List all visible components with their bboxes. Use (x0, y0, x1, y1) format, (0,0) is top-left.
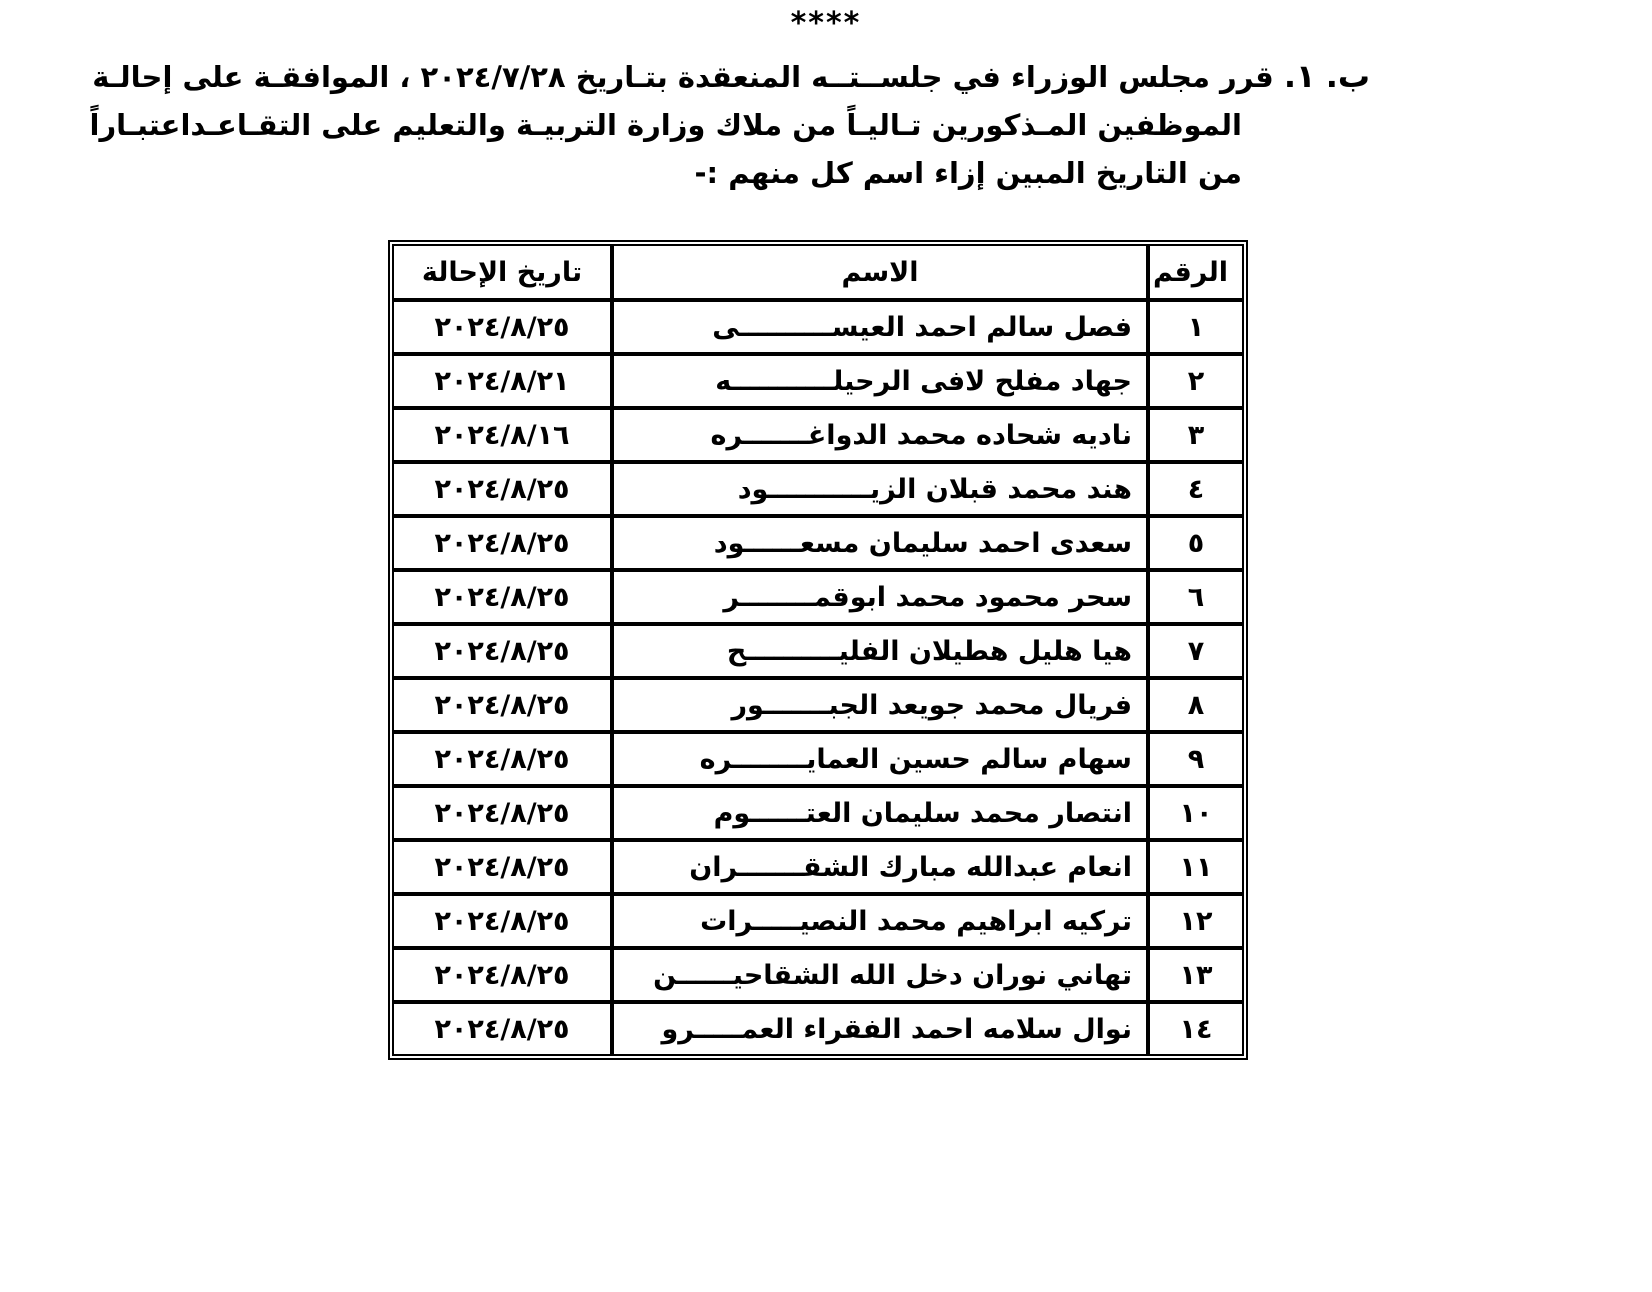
row-name: تركيه ابراهيم محمد النصيـــــرات (612, 894, 1148, 948)
row-date: ٢٠٢٤/٨/٢٥ (392, 894, 612, 948)
retirees-table-container (392, 240, 1248, 1060)
row-number: ٩ (1148, 732, 1244, 786)
table-row (392, 354, 1244, 408)
row-name: تهاني نوران دخل الله الشقاحيــــــن (612, 948, 1148, 1002)
table-row (392, 840, 1244, 894)
row-name: جهاد مفلح لافى الرحيلـــــــــــه (612, 354, 1148, 408)
row-date: ٢٠٢٤/٨/١٦ (392, 408, 612, 462)
header-name: الاسم (612, 244, 1148, 300)
row-number: ١٠ (1148, 786, 1244, 840)
header-date: تاريخ الإحالة (392, 244, 612, 300)
decision-line-3: من التاريخ المبين إزاء اسم كل منهم :- (694, 156, 1242, 190)
table-row (392, 732, 1244, 786)
table-row (392, 1002, 1244, 1056)
section-label: ب. (1325, 57, 1370, 95)
row-number: ٧ (1148, 624, 1244, 678)
row-date: ٢٠٢٤/٨/٢٥ (392, 786, 612, 840)
row-name: فريال محمد جويعد الجبـــــــور (612, 678, 1148, 732)
row-name: انعام عبدالله مبارك الشقـــــــران (612, 840, 1148, 894)
row-name: نوال سلامه احمد الفقراء العمـــــرو (612, 1002, 1148, 1056)
row-date: ٢٠٢٤/٨/٢٥ (392, 570, 612, 624)
item-number: ١. (1283, 57, 1316, 95)
row-date: ٢٠٢٤/٨/٢٥ (392, 840, 612, 894)
row-date: ٢٠٢٤/٨/٢١ (392, 354, 612, 408)
row-number: ٤ (1148, 462, 1244, 516)
row-date: ٢٠٢٤/٨/٢٥ (392, 516, 612, 570)
row-name: فصل سالم احمد العيســــــــــى (612, 300, 1148, 354)
row-number: ٥ (1148, 516, 1244, 570)
row-number: ٦ (1148, 570, 1244, 624)
table-row (392, 894, 1244, 948)
row-number: ٢ (1148, 354, 1244, 408)
decision-paragraph (89, 52, 1370, 197)
table-row (392, 408, 1244, 462)
decision-line-1 (92, 52, 1370, 101)
row-date: ٢٠٢٤/٨/٢٥ (392, 948, 612, 1002)
retirees-table (388, 240, 1248, 1060)
decision-line-2: الموظفين المـذكورين تـاليـاً من ملاك وزارة التربيـة والتعليم على التقـاعـداعتبـاراً (89, 108, 1242, 142)
header-number: الرقم (1148, 244, 1244, 300)
row-name: هيا هليل هطيلان الفليــــــــــح (612, 624, 1148, 678)
table-row (392, 624, 1244, 678)
row-date: ٢٠٢٤/٨/٢٥ (392, 732, 612, 786)
table-row (392, 678, 1244, 732)
row-date: ٢٠٢٤/٨/٢٥ (392, 1002, 612, 1056)
table-header-row (392, 244, 1244, 300)
row-name: هند محمد قبلان الزيـــــــــــود (612, 462, 1148, 516)
table-row (392, 462, 1244, 516)
table-row (392, 786, 1244, 840)
decision-text-1: قرر مجلس الوزراء في جلســتــه المنعقدة بتـاريخ ٢٠٢٤/٧/٢٨ ، الموافقـة على إحالـة (92, 60, 1274, 94)
table-row (392, 300, 1244, 354)
row-name: سهام سالم حسين العمايــــــــره (612, 732, 1148, 786)
row-number: ٨ (1148, 678, 1244, 732)
row-name: ناديه شحاده محمد الدواغـــــــره (612, 408, 1148, 462)
row-name: انتصار محمد سليمان العتــــــوم (612, 786, 1148, 840)
row-date: ٢٠٢٤/٨/٢٥ (392, 678, 612, 732)
row-number: ١٣ (1148, 948, 1244, 1002)
row-number: ٣ (1148, 408, 1244, 462)
table-row (392, 516, 1244, 570)
table-row (392, 570, 1244, 624)
row-date: ٢٠٢٤/٨/٢٥ (392, 624, 612, 678)
row-number: ١١ (1148, 840, 1244, 894)
row-number: ١٤ (1148, 1002, 1244, 1056)
row-name: سحر محمود محمد ابوقمــــــــر (612, 570, 1148, 624)
section-separator-stars: **** (790, 6, 862, 41)
row-date: ٢٠٢٤/٨/٢٥ (392, 300, 612, 354)
table-row (392, 948, 1244, 1002)
row-name: سعدى احمد سليمان مسعــــــود (612, 516, 1148, 570)
row-number: ١ (1148, 300, 1244, 354)
row-date: ٢٠٢٤/٨/٢٥ (392, 462, 612, 516)
row-number: ١٢ (1148, 894, 1244, 948)
